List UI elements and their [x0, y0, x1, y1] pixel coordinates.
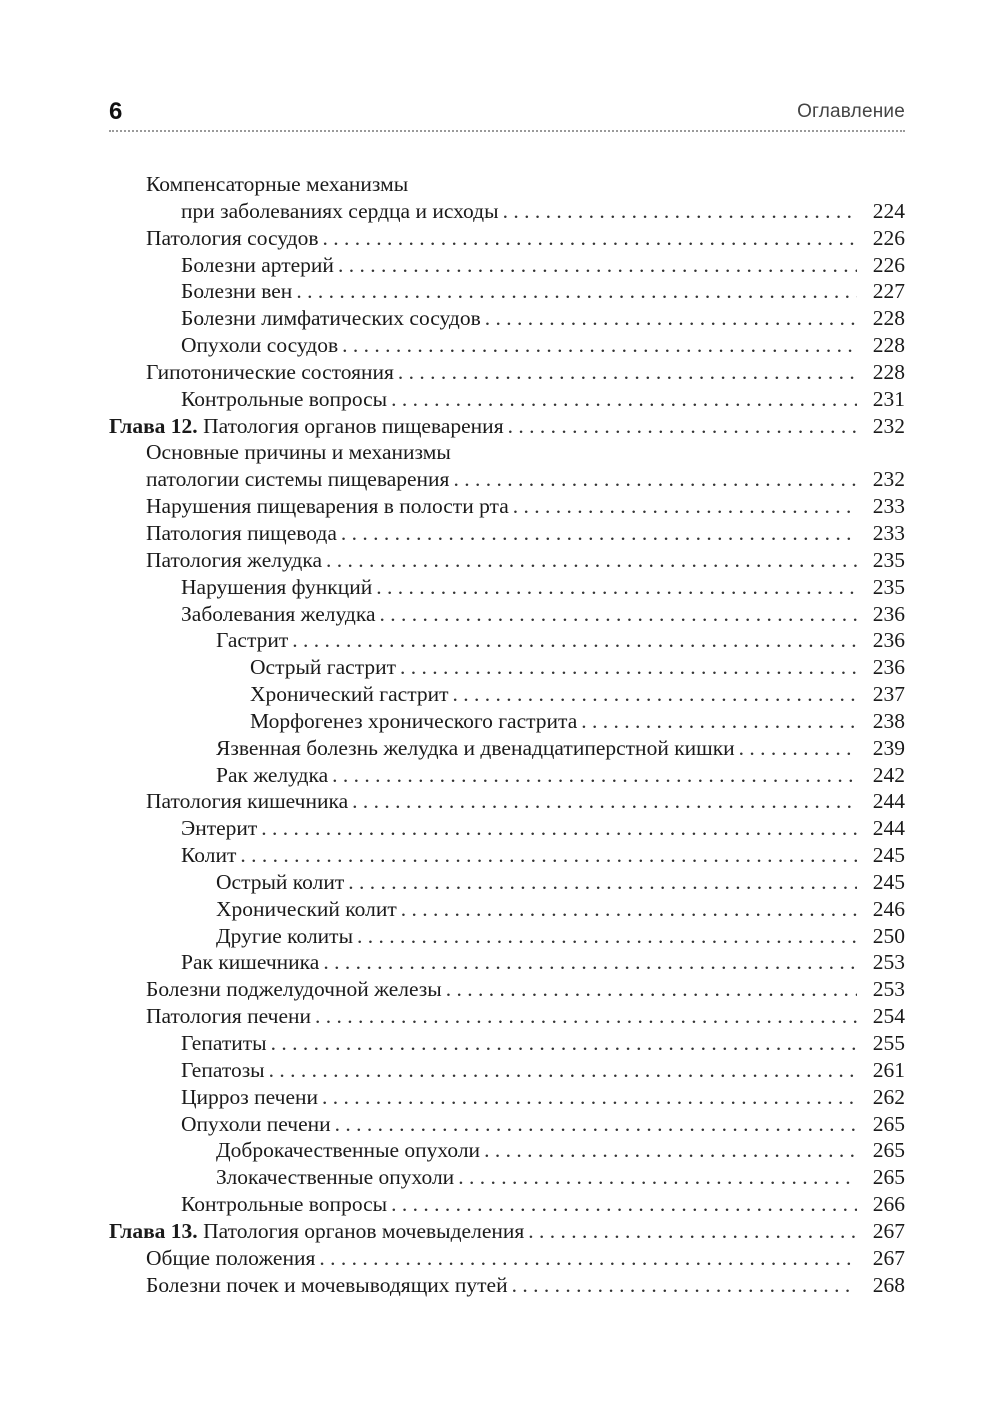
page-reference: 228 [872, 359, 905, 384]
toc-entry-title [181, 949, 319, 976]
dot-leader [446, 976, 857, 1003]
dot-leader [453, 681, 857, 708]
dot-leader [357, 923, 857, 950]
toc-entry [109, 1191, 905, 1218]
toc-entry-title [181, 198, 499, 225]
page-reference: 224 [872, 198, 905, 223]
toc-entry [109, 681, 905, 708]
toc-entry-title [216, 1164, 454, 1191]
page-number: 6 [109, 98, 123, 125]
dot-leader [513, 493, 857, 520]
toc-entry [109, 198, 905, 225]
page-reference: 246 [872, 896, 905, 921]
toc-entry-title [216, 762, 328, 789]
entry-text: Колит [181, 843, 237, 868]
toc-entry-title [216, 896, 397, 923]
toc-entry-title [181, 278, 292, 305]
entry-text: Болезни вен [181, 279, 293, 304]
dot-leader [453, 466, 857, 493]
page-reference: 254 [872, 1004, 905, 1029]
dot-leader [512, 1272, 857, 1299]
toc-chapter-entry [109, 413, 905, 440]
entry-text: Хронический колит [216, 896, 397, 921]
toc-entry [109, 842, 905, 869]
toc-entry-title [146, 466, 449, 493]
entry-text: Общие положения [146, 1245, 316, 1270]
entry-text: Хронический гастрит [250, 682, 449, 707]
toc-entry-title [146, 788, 348, 815]
page-reference: 250 [872, 923, 905, 948]
page-reference: 267 [872, 1245, 905, 1270]
table-of-contents [109, 171, 905, 1298]
dot-leader [319, 1245, 857, 1272]
toc-entry-title [146, 976, 442, 1003]
entry-text: Компенсаторные механизмы [146, 172, 409, 196]
toc-entry [109, 896, 905, 923]
dot-leader [332, 762, 857, 789]
toc-entry [109, 359, 905, 386]
toc-entry-title [146, 1272, 508, 1299]
page-reference: 253 [872, 977, 905, 1002]
toc-entry-title [146, 520, 337, 547]
toc-entry-title [250, 681, 449, 708]
toc-entry [109, 520, 905, 547]
entry-text: Патология желудка [146, 547, 322, 572]
dot-leader [484, 1137, 857, 1164]
chapter-label: Глава 13. [109, 1218, 198, 1243]
dot-leader [296, 278, 857, 305]
toc-entry [109, 949, 905, 976]
toc-entry-title [146, 1245, 315, 1272]
toc-entry [109, 815, 905, 842]
page-reference: 236 [872, 601, 905, 626]
toc-entry [109, 1245, 905, 1272]
entry-text: Гипотонические состояния [146, 359, 394, 384]
page-reference: 244 [872, 816, 905, 841]
toc-entry-title [181, 1030, 267, 1057]
toc-entry [109, 278, 905, 305]
toc-entry [109, 1057, 905, 1084]
toc-entry [109, 574, 905, 601]
entry-text: Заболевания желудка [181, 601, 376, 626]
toc-entry [109, 762, 905, 789]
page-reference: 236 [872, 655, 905, 680]
dot-leader [338, 252, 857, 279]
toc-entry [109, 1003, 905, 1030]
dot-leader [240, 842, 857, 869]
toc-entry [109, 439, 905, 466]
toc-entry [109, 601, 905, 628]
toc-entry [109, 466, 905, 493]
toc-entry-title [181, 386, 387, 413]
dot-leader [391, 386, 857, 413]
toc-entry-title [250, 654, 396, 681]
toc-entry [109, 627, 905, 654]
page-reference: 265 [872, 1111, 905, 1136]
toc-entry [109, 332, 905, 359]
page-reference: 232 [872, 413, 905, 438]
entry-text: Рак желудка [216, 762, 329, 787]
dot-leader [376, 574, 857, 601]
page-reference: 235 [872, 547, 905, 572]
entry-text: Болезни почек и мочевыводящих путей [146, 1272, 508, 1297]
toc-entry-title [109, 413, 504, 440]
toc-entry [109, 1111, 905, 1138]
dot-leader [323, 949, 857, 976]
chapter-label: Глава 12. [109, 413, 198, 438]
toc-entry-title [216, 735, 735, 762]
page-reference: 244 [872, 789, 905, 814]
toc-entry [109, 1084, 905, 1111]
toc-entry-title [216, 869, 344, 896]
toc-entry-title [181, 305, 481, 332]
page-reference: 242 [872, 762, 905, 787]
page-header [109, 92, 905, 128]
toc-entry [109, 1137, 905, 1164]
toc-entry-title [146, 547, 322, 574]
toc-entry-title [181, 815, 257, 842]
entry-text: Опухоли печени [181, 1111, 331, 1136]
dot-leader [391, 1191, 857, 1218]
dot-leader [400, 654, 857, 681]
page-reference: 255 [872, 1031, 905, 1055]
entry-text: Контрольные вопросы [181, 1192, 388, 1217]
page-reference: 231 [872, 386, 905, 411]
page-reference: 253 [872, 950, 905, 975]
toc-entry [109, 171, 905, 198]
toc-entry [109, 386, 905, 413]
page-reference: 227 [872, 279, 905, 304]
entry-text: Энтерит [181, 816, 258, 841]
entry-text: Гепатозы [181, 1057, 265, 1082]
toc-entry [109, 708, 905, 735]
dot-leader [315, 1003, 857, 1030]
dot-leader [322, 1084, 857, 1111]
entry-text: Контрольные вопросы [181, 386, 388, 411]
toc-entry-title [181, 1111, 331, 1138]
dot-leader [341, 520, 857, 547]
dot-leader [292, 627, 857, 654]
dot-leader [322, 225, 857, 252]
dot-leader [401, 896, 857, 923]
dot-leader [261, 815, 857, 842]
entry-text: Злокачественные опухоли [216, 1165, 455, 1190]
entry-text: Основные причины и механизмы [146, 440, 451, 465]
dot-leader [335, 1111, 857, 1138]
dot-leader [398, 359, 857, 386]
dot-leader [508, 413, 857, 440]
entry-text: Патология печени [146, 1004, 312, 1029]
page-reference: 265 [872, 1138, 905, 1163]
toc-entry [109, 493, 905, 520]
page-reference: 236 [872, 628, 905, 653]
toc-entry [109, 305, 905, 332]
entry-text: Опухоли сосудов [181, 333, 339, 358]
dot-leader [342, 332, 857, 359]
dot-leader [271, 1030, 857, 1057]
page-reference: 238 [872, 708, 905, 733]
entry-text: Болезни артерий [181, 252, 334, 277]
entry-text: Болезни лимфатических сосудов [181, 306, 481, 331]
entry-text: Морфогенез хронического гастрита [250, 708, 578, 733]
page-reference: 226 [872, 225, 905, 250]
page-reference: 239 [872, 735, 905, 760]
dot-leader [380, 601, 857, 628]
entry-text: патологии системы пищеварения [146, 467, 450, 492]
entry-text: Нарушения функций [181, 574, 373, 599]
entry-text: Острый гастрит [250, 655, 397, 680]
dot-leader [352, 788, 857, 815]
toc-entry-title [181, 1084, 318, 1111]
toc-entry-title [146, 171, 408, 198]
entry-text: Рак кишечника [181, 950, 320, 975]
toc-entry [109, 654, 905, 681]
dot-leader [528, 1218, 857, 1245]
dot-leader [269, 1057, 857, 1084]
toc-entry [109, 788, 905, 815]
toc-entry-title [146, 439, 451, 466]
entry-text: при заболеваниях сердца и исходы [181, 198, 499, 223]
page-reference: 237 [872, 682, 905, 707]
toc-entry [109, 225, 905, 252]
entry-text: Доброкачественные опухоли [216, 1138, 481, 1163]
dot-leader [326, 547, 857, 574]
page-reference: 228 [872, 333, 905, 358]
toc-entry-title [181, 842, 236, 869]
page-reference: 226 [872, 252, 905, 277]
page-reference: 245 [872, 869, 905, 894]
toc-entry-title [181, 601, 376, 628]
running-head: Оглавление [797, 101, 905, 122]
toc-entry-title [181, 332, 338, 359]
dot-leader [485, 305, 857, 332]
entry-text: Патология органов мочевыделения [203, 1218, 525, 1243]
toc-entry-title [181, 1191, 387, 1218]
toc-entry [109, 1164, 905, 1191]
dot-leader [739, 735, 857, 762]
toc-entry [109, 976, 905, 1003]
toc-entry-title [146, 359, 394, 386]
page-reference: 265 [872, 1165, 905, 1190]
toc-entry [109, 1272, 905, 1299]
page-reference: 233 [872, 494, 905, 519]
page-reference: 266 [872, 1192, 905, 1217]
toc-entry-title [216, 627, 288, 654]
toc-entry-title [146, 1003, 311, 1030]
page-reference: 232 [872, 467, 905, 492]
entry-text: Цирроз печени [181, 1084, 319, 1109]
page-reference: 233 [872, 520, 905, 545]
header-dotted-rule [109, 130, 905, 132]
page-reference: 228 [872, 306, 905, 331]
dot-leader [503, 198, 857, 225]
toc-entry-title [109, 1218, 524, 1245]
toc-entry-title [216, 1137, 480, 1164]
toc-entry [109, 869, 905, 896]
toc-entry [109, 923, 905, 950]
toc-entry-title [146, 493, 509, 520]
dot-leader [581, 708, 857, 735]
toc-entry [109, 1030, 905, 1057]
entry-text: Гепатиты [181, 1031, 267, 1055]
page-reference: 261 [872, 1057, 905, 1082]
entry-text: Другие колиты [216, 923, 354, 948]
entry-text: Нарушения пищеварения в полости рта [146, 494, 509, 519]
page-reference: 262 [872, 1084, 905, 1109]
entry-text: Острый колит [216, 869, 345, 894]
page-reference: 268 [872, 1272, 905, 1297]
toc-entry-title [181, 1057, 265, 1084]
toc-entry [109, 547, 905, 574]
toc-entry-title [181, 574, 372, 601]
entry-text: Патология органов пищеварения [203, 413, 504, 438]
toc-entry [109, 252, 905, 279]
entry-text: Патология сосудов [146, 225, 319, 250]
entry-text: Болезни поджелудочной железы [146, 977, 442, 1002]
page-reference: 245 [872, 843, 905, 868]
entry-text: Гастрит [216, 628, 289, 653]
toc-entry-title [250, 708, 577, 735]
page-reference: 235 [872, 574, 905, 599]
toc-chapter-entry [109, 1218, 905, 1245]
dot-leader [348, 869, 857, 896]
page-reference: 267 [872, 1218, 905, 1243]
toc-entry [109, 735, 905, 762]
toc-entry-title [216, 923, 353, 950]
entry-text: Язвенная болезнь желудка и двенадцатиперстной кишки [216, 735, 735, 760]
entry-text: Патология пищевода [146, 520, 337, 545]
toc-entry-title [146, 225, 318, 252]
dot-leader [458, 1164, 857, 1191]
entry-text: Патология кишечника [146, 789, 349, 814]
toc-entry-title [181, 252, 334, 279]
